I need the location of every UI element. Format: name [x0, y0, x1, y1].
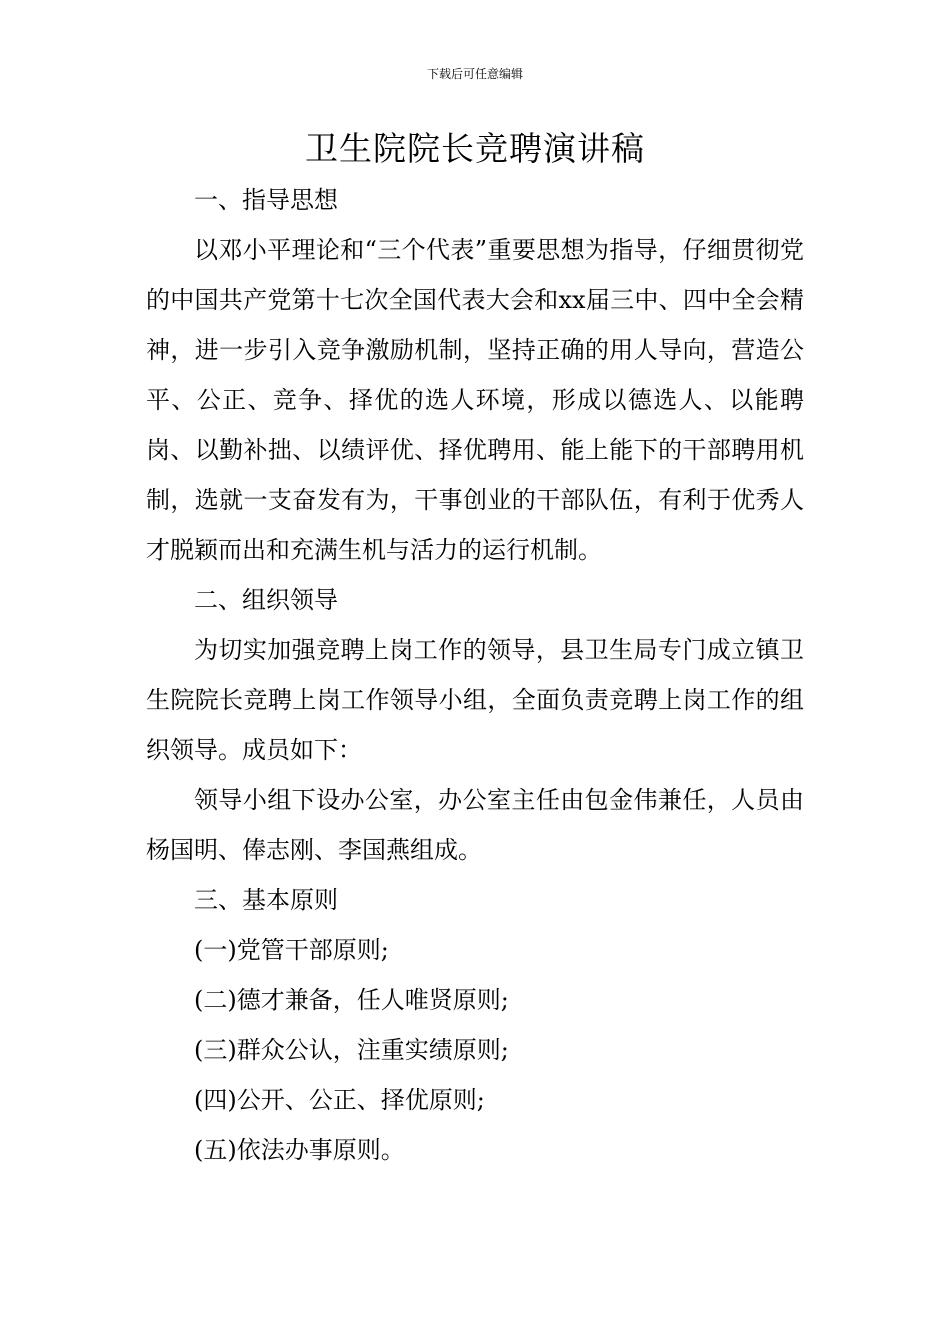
- section-heading-organization: 二、组织领导: [194, 586, 338, 614]
- paragraph-office-members: 领导小组下设办公室，办公室主任由包金伟兼任，人员由杨国明、俸志刚、李国燕组成。: [146, 786, 804, 864]
- principle-item: (二)德才兼备，任人唯贤原则;: [194, 986, 509, 1014]
- principle-item: (四)公开、公正、择优原则;: [194, 1086, 485, 1114]
- section-heading-guiding-ideology: 一、指导思想: [194, 186, 338, 214]
- section-heading-principles: 三、基本原则: [194, 886, 338, 914]
- principle-item: (一)党管干部原则;: [194, 936, 389, 964]
- document-title: 卫生院院长竞聘演讲稿: [305, 129, 645, 168]
- document-body: [146, 175, 804, 1175]
- principle-item: (五)依法办事原则。: [194, 1136, 405, 1164]
- page-header-note: 下载后可任意编辑: [426, 67, 523, 81]
- paragraph-guiding-ideology: 以邓小平理论和“三个代表”重要思想为指导，仔细贯彻党的中国共产党第十七次全国代表大会和xx届三中、四中全会精神，进一步引入竞争激励机制，坚持正确的用人导向，营造公平、公正、竞争、择优的选人环境，形成以德选人、以能聘岗、以勤补拙、以绩评优、择优聘用、能上能下的干部聘用机制，选就一支奋发有为，干事创业的干部队伍，有利于优秀人才脱颖而出和充满生机与活力的运行机制。: [146, 236, 804, 564]
- paragraph-organization-leadership: 为切实加强竞聘上岗工作的领导，县卫生局专门成立镇卫生院院长竞聘上岗工作领导小组，全面负责竞聘上岗工作的组织领导。成员如下：: [146, 636, 804, 764]
- principle-item: (三)群众公认，注重实绩原则;: [194, 1036, 509, 1064]
